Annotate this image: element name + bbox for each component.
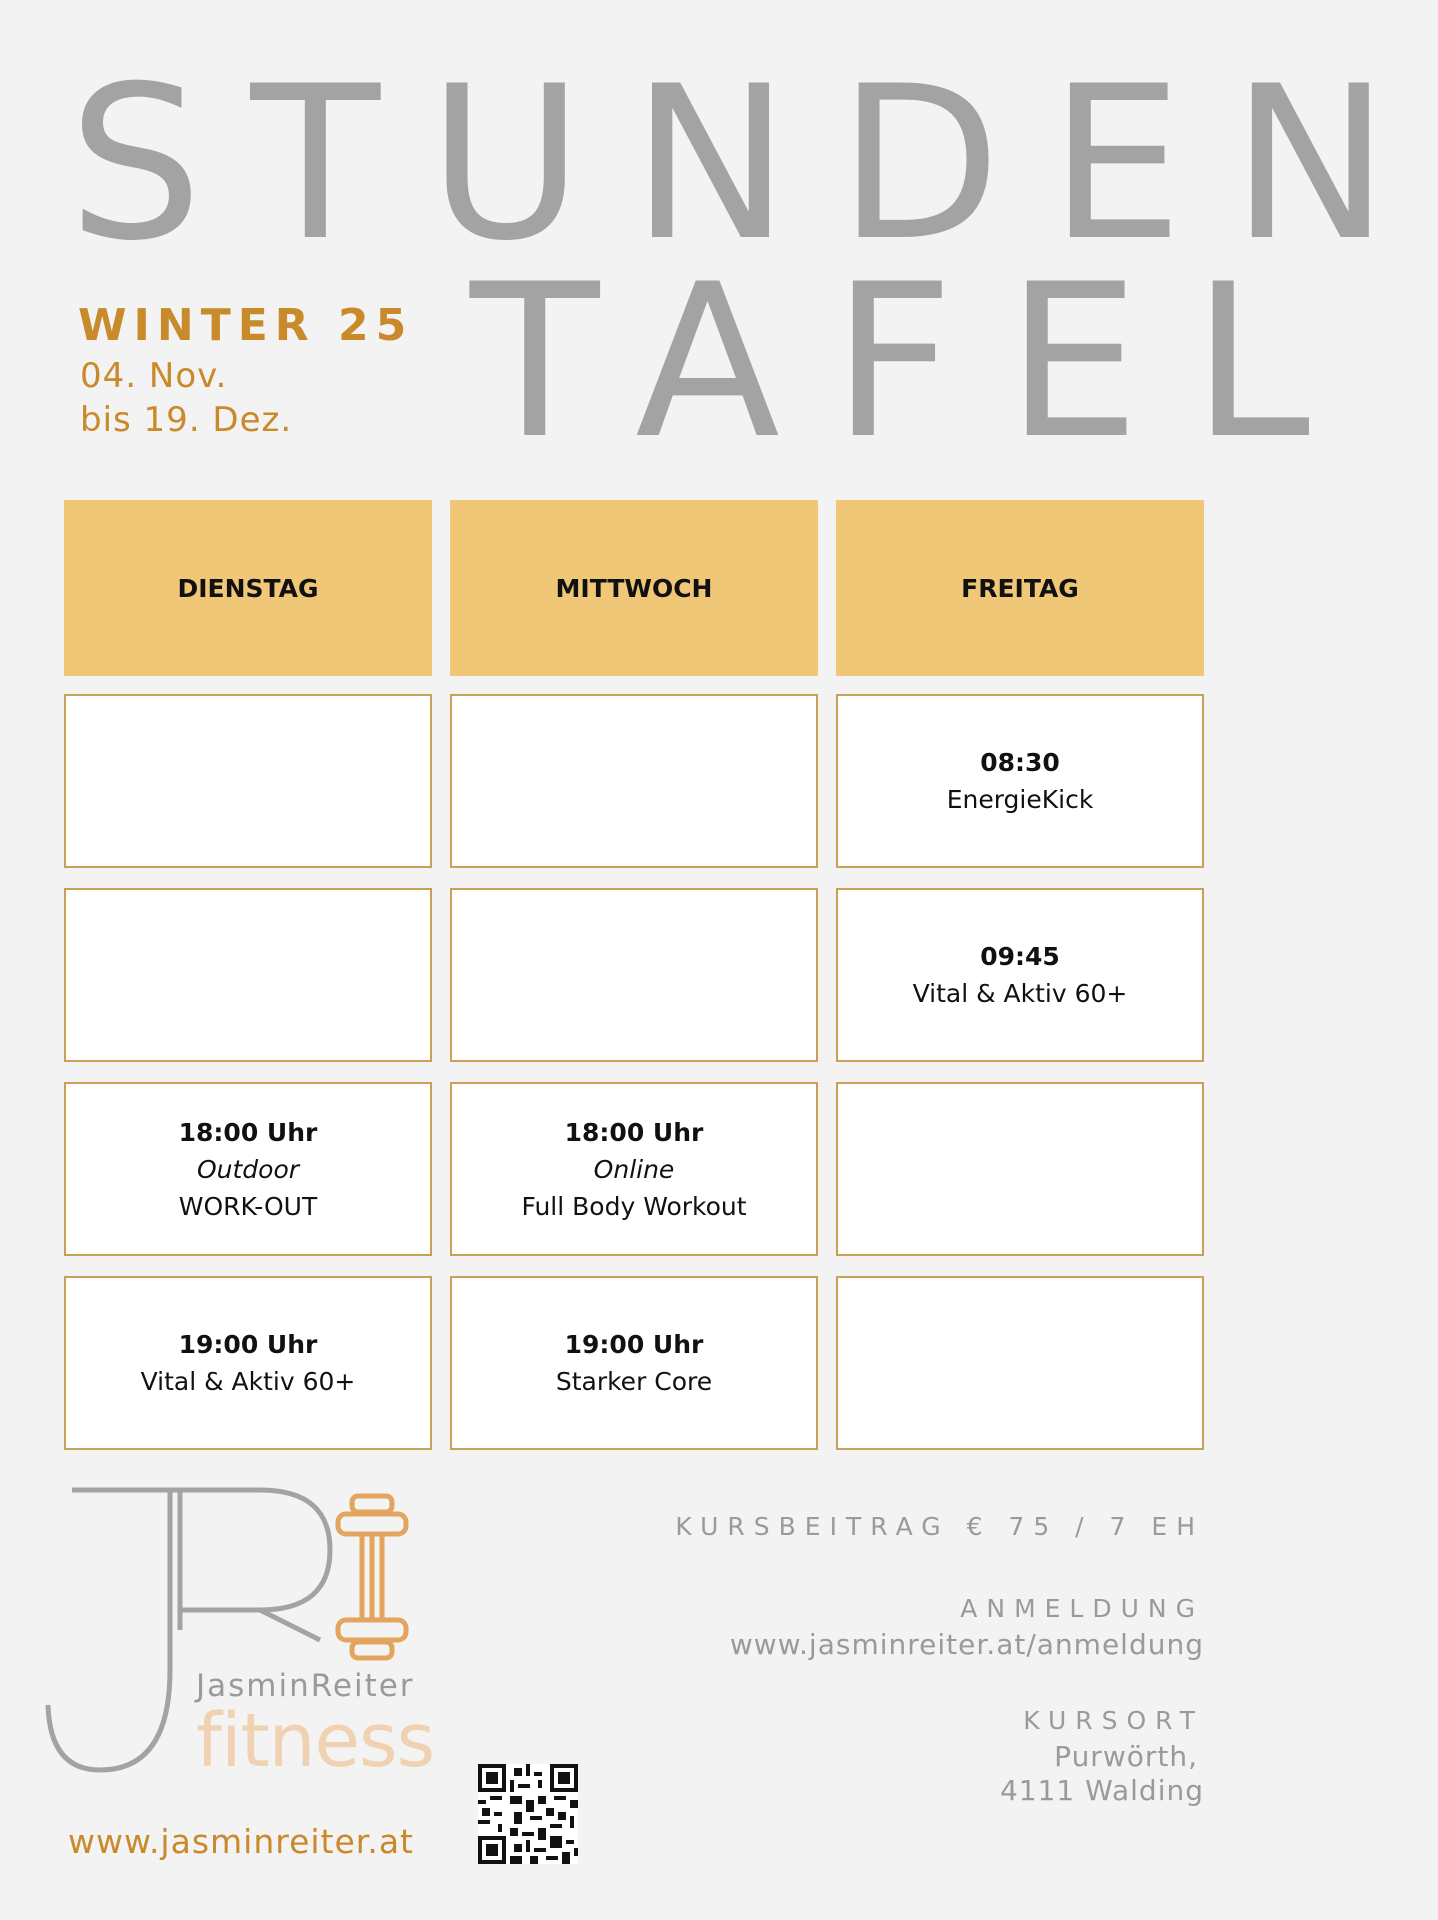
season-label: WINTER 25	[78, 300, 414, 351]
day-header-freitag: FREITAG	[836, 500, 1204, 676]
class-name: Vital & Aktiv 60+	[140, 1367, 356, 1396]
schedule-cell	[64, 1082, 432, 1256]
schedule-cell	[450, 1276, 818, 1450]
schedule-cell	[836, 1276, 1204, 1450]
location-line-1: Purwörth,	[1054, 1740, 1198, 1773]
schedule-cell	[836, 694, 1204, 868]
date-to: bis 19. Dez.	[80, 400, 293, 440]
schedule-cell	[836, 888, 1204, 1062]
day-header-dienstag: DIENSTAG	[64, 500, 432, 676]
class-time: 18:00 Uhr	[178, 1117, 318, 1147]
class-time: 08:30	[980, 748, 1060, 777]
class-name: Vital & Aktiv 60+	[912, 979, 1128, 1008]
title-tafel: TAFEL	[470, 238, 1363, 485]
registration-label: ANMELDUNG	[960, 1594, 1204, 1623]
qr-code-icon[interactable]	[478, 1764, 578, 1864]
logo-letter-j-shape	[48, 1490, 180, 1770]
registration-link[interactable]: www.jasminreiter.at/anmeldung	[729, 1628, 1204, 1661]
class-name: EnergieKick	[946, 785, 1094, 814]
date-from: 04. Nov.	[80, 356, 228, 396]
schedule-cell	[64, 1276, 432, 1450]
class-time: 09:45	[980, 942, 1060, 971]
schedule-grid	[64, 500, 1204, 1470]
website-link[interactable]: www.jasminreiter.at	[68, 1822, 414, 1861]
class-time: 19:00 Uhr	[178, 1330, 318, 1359]
schedule-cell	[64, 888, 432, 1062]
class-mode: Online	[593, 1154, 675, 1184]
class-name: WORK-OUT	[178, 1191, 318, 1221]
class-name: Starker Core	[555, 1367, 713, 1396]
logo-name: JasminReiter	[196, 1668, 415, 1704]
title-stunden: STUNDEN	[68, 40, 1438, 287]
class-mode: Outdoor	[196, 1154, 300, 1184]
location-line-2: 4111 Walding	[999, 1774, 1204, 1807]
class-time: 18:00 Uhr	[564, 1117, 704, 1147]
course-fee: KURSBEITRAG € 75 / 7 EH	[675, 1512, 1204, 1541]
schedule-cell	[836, 1082, 1204, 1256]
day-header-mittwoch: MITTWOCH	[450, 500, 818, 676]
class-name: Full Body Workout	[521, 1191, 747, 1221]
schedule-cell	[450, 1082, 818, 1256]
schedule-cell	[450, 694, 818, 868]
dumbbell-icon	[338, 1496, 406, 1658]
logo-fitness-word: fitness	[196, 1698, 435, 1784]
schedule-cell	[450, 888, 818, 1062]
schedule-cell	[64, 694, 432, 868]
class-time: 19:00 Uhr	[564, 1330, 704, 1359]
location-label: KURSORT	[1023, 1706, 1204, 1735]
logo-letter-r-shape	[180, 1490, 330, 1640]
